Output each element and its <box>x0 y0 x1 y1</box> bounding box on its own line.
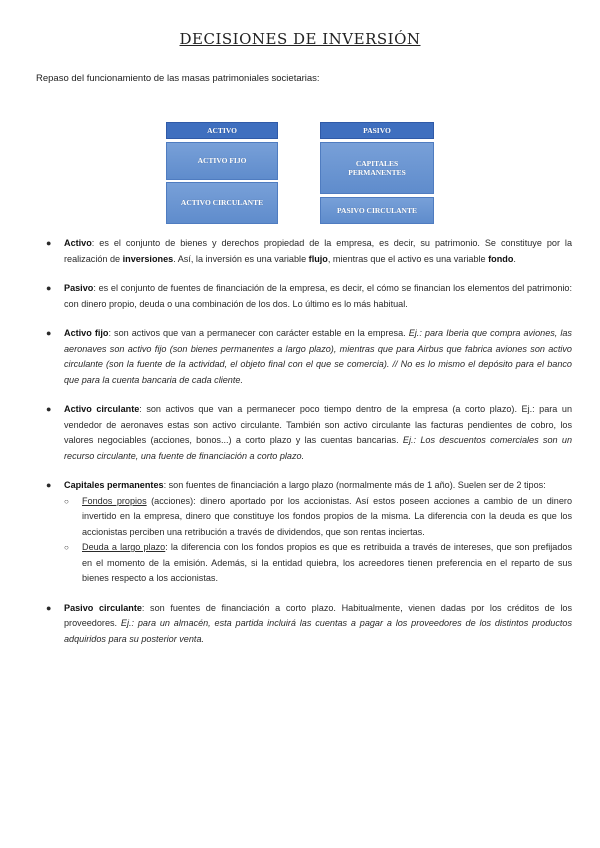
list-item-activo-circulante <box>46 402 572 464</box>
sub-item-deuda-largo-plazo <box>46 540 572 587</box>
circle-bullet-icon: ○ <box>64 543 69 552</box>
capitales-permanentes-text: : son fuentes de financiación a largo plazo (normalmente más de 1 año). Suelen ser de 2 tipos: <box>163 480 546 490</box>
list-item-pasivo-circulante <box>46 601 572 648</box>
activo-text-1: : es el conjunto de bienes y derechos propiedad de la empresa, es decir, su patrimonio. Se constituye por la realización de <box>64 238 572 264</box>
definitions-list <box>46 236 572 661</box>
deuda-largo-plazo-text: : la diferencia con los fondos propios es que es retribuida a través de intereses, que son prefijados en el momento de la emisión. Además, si la entidad quiebra, los acreedores tienen preferencia en el reparto de sus bienes respecto a los accionistas. <box>82 542 572 583</box>
activo-fijo-example: Ej.: para Iberia que compra aviones, las aeronaves son activo fijo (son bienes permanentes a largo plazo), mientras que para Airbus que fabrica aviones son activo circulante (son la fuente de la actividad, el objeto final con el que se comercia). // No es lo mismo el depósito para el banco que para la cuenta bancaria de cada cliente. <box>64 328 572 385</box>
term-deuda-largo-plazo: Deuda a largo plazo <box>82 542 166 552</box>
term-activo-circulante: Activo circulante <box>64 404 140 414</box>
term-activo-fijo: Activo fijo <box>64 328 109 338</box>
activo-fijo-label: ACTIVO FIJO <box>197 156 247 166</box>
bullet-icon: ● <box>46 328 52 338</box>
fondos-propios-text: (acciones): dinero aportado por los accionistas. Así estos poseen acciones a cambio de un dinero invertido en la empresa, dinero que constituye los fondos propios de la misma. La diferencia con la deuda es que los accionistas perciben una retribución a través de dividendos, que son rentas inciertas. <box>82 495 572 537</box>
bullet-icon: ● <box>46 480 52 490</box>
activo-circulante-label: ACTIVO CIRCULANTE <box>180 198 264 208</box>
capitales-label-line1: CAPITALES <box>355 158 399 168</box>
pasivo-circulante-box <box>320 197 434 224</box>
bullet-icon: ● <box>46 283 52 293</box>
term-capitales-permanentes: Capitales permanentes <box>64 480 164 490</box>
capitales-label-line2: PERMANENTES <box>348 168 406 177</box>
pasivo-header-label: PASIVO <box>363 125 391 135</box>
term-activo: Activo <box>64 238 92 248</box>
pasivo-header-box <box>320 122 434 139</box>
page-title: DECISIONES DE INVERSIÓN <box>179 30 421 48</box>
capitales-permanentes-box <box>320 142 434 194</box>
term-pasivo-circulante: Pasivo circulante <box>64 602 142 613</box>
activo-bold-inversiones: inversiones <box>122 253 174 264</box>
activo-text-2: . Así, la inversión es una variable <box>173 253 309 264</box>
pasivo-text: : es el conjunto de fuentes de financiación de la empresa, es decir, el cómo se financian los elementos del patrimonio: con dinero propio, deuda o una combinación de los dos. Lo último es lo más habitual. <box>64 283 572 309</box>
term-pasivo: Pasivo <box>64 283 94 293</box>
bullet-icon: ● <box>46 238 52 248</box>
intro-text: Repaso del funcionamiento de las masas patrimoniales societarias: <box>36 73 320 84</box>
pasivo-circulante-text: : son fuentes de financiación a corto plazo. Habitualmente, vienen dadas por los créditos de los proveedores. <box>64 602 572 628</box>
pasivo-circulante-label: PASIVO CIRCULANTE <box>337 205 417 215</box>
activo-text-4: . <box>513 253 516 264</box>
activo-header-label: ACTIVO <box>207 125 237 135</box>
activo-fijo-box <box>166 142 278 180</box>
activo-bold-flujo: flujo <box>308 253 328 264</box>
bullet-icon: ● <box>46 602 52 613</box>
list-item-capitales-permanentes <box>46 478 572 587</box>
activo-bold-fondo: fondo <box>488 253 514 264</box>
activo-circulante-example: Ej.: Los descuentos comerciales son un recurso circulante, una fuente de financiación a corto plazo. <box>64 435 572 461</box>
activo-circulante-text: : son activos que van a permanecer poco tiempo dentro de la empresa (a corto plazo). Ej.: para un vendedor de aeronaves estas son activo circulante. También son activo circulante las facturas pendientes de cobro, los valores negociables (acciones, bonos...) a corto plazo y las cuentas bancarias. <box>64 404 573 445</box>
pasivo-circulante-example: Ej.: para un almacén, esta partida incluirá las cuentas a pagar a los proveedores de los distintos productos adquiridos para su posterior venta. <box>64 618 573 644</box>
term-fondos-propios: Fondos propios <box>82 495 147 506</box>
activo-fijo-text: : son activos que van a permanecer con carácter estable en la empresa. <box>108 328 409 338</box>
circle-bullet-icon: ○ <box>64 496 69 506</box>
bullet-icon: ● <box>46 404 52 414</box>
sub-item-fondos-propios <box>46 494 572 541</box>
list-item-activo <box>46 236 572 267</box>
list-item-activo-fijo <box>46 326 572 388</box>
list-item-pasivo <box>46 281 572 312</box>
activo-header-box <box>166 122 278 139</box>
activo-circulante-box <box>166 182 278 224</box>
activo-text-3: , mientras que el activo es una variable <box>327 253 489 264</box>
